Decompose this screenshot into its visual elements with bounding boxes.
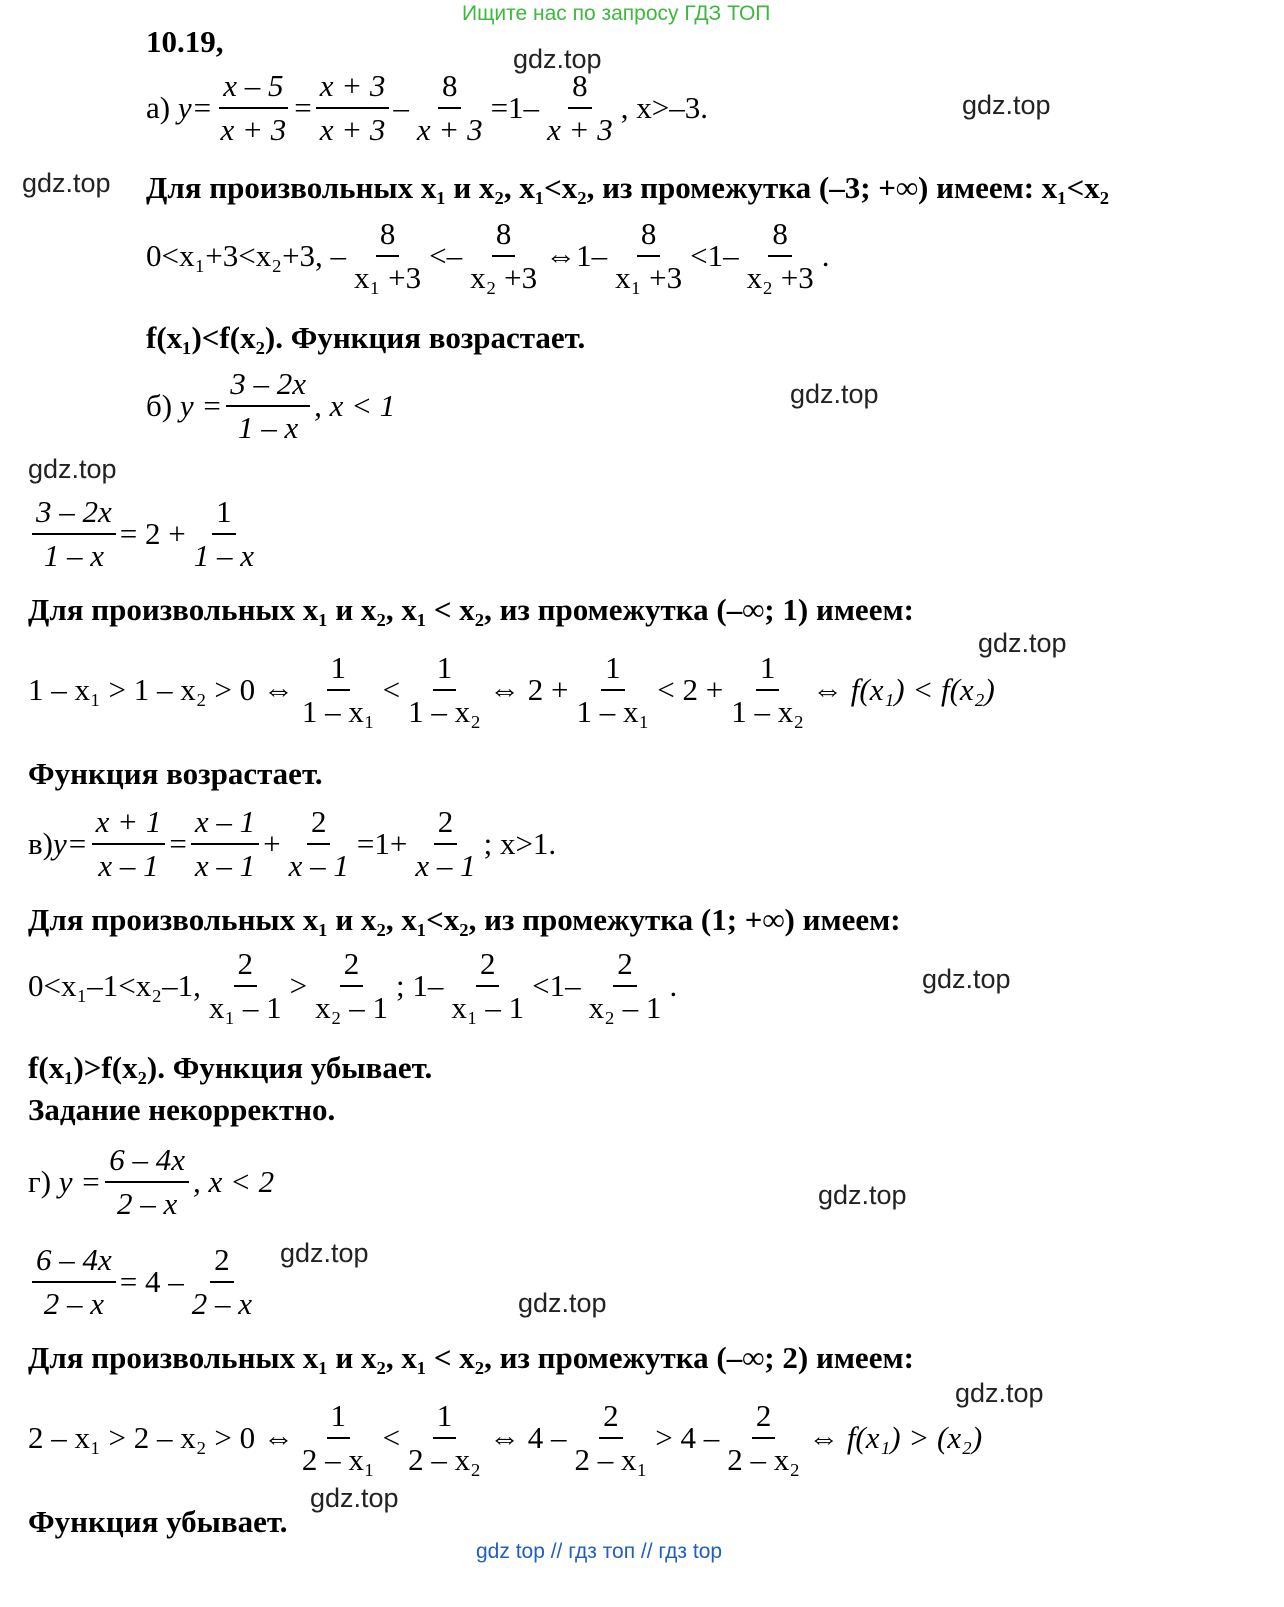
- part-b-equation: б) y = $\frac{3 - 2x}{1 - x}$ , x < 1: [146, 366, 396, 445]
- fraction: $\frac{3 - 2x}{1 - x}$: [226, 366, 310, 445]
- part-g-identity: $\frac{6 - 4x}{2 - x}$ = 4 – $\frac{2}{2 - x}$: [28, 1242, 260, 1321]
- part-v-intro: Для произвольных x₁ и x₂, x₁<x₂, из промежутка (1; +∞) имеем:: [28, 902, 901, 937]
- fraction: $\frac{8}{\text{x₂ +3}}$: [746, 216, 814, 295]
- watermark: gdz.top: [955, 1378, 1044, 1408]
- watermark: gdz.top: [310, 1483, 399, 1513]
- part-b-label: б): [146, 387, 173, 423]
- part-g-label: г): [28, 1163, 52, 1199]
- fraction: $\frac{2}{\text{2 – x₁}}$: [574, 1398, 648, 1477]
- fraction: $\frac{2}{\text{x₂ – 1}}$: [315, 946, 388, 1025]
- fraction: $\frac{6 - 4x}{2 - x}$: [32, 1242, 116, 1321]
- top-banner: Ищите нас по запросу ГДЗ ТОП: [462, 2, 771, 25]
- part-b-chain: 1 – x₁ > 1 – x₂ > 0 ⇔ $\frac{1}{\text{1 – x₁}}$ < $\frac{1}{\text{1 – x₂}}$ ⇔ 2 + $\frac{1}{\text{1 – x₁}}$ < 2 + $\frac{1}{\text{1 – x₂}}$ ⇔ f(x₁) < f(x₂): [28, 650, 995, 729]
- part-g-equation: г) y = $\frac{6 - 4x}{2 - x}$ , x < 2: [28, 1142, 275, 1221]
- part-b-intro: Для произвольных x₁ и x₂, x₁ < x₂, из промежутка (–∞; 1) имеем:: [28, 592, 914, 627]
- fraction: $\frac{6 - 4x}{2 - x}$: [105, 1142, 189, 1221]
- fraction: $\frac{1}{\text{1 – x₂}}$: [731, 650, 805, 729]
- watermark: gdz.top: [922, 964, 1011, 994]
- fraction: $\frac{1}{\text{2 – x₂}}$: [408, 1398, 481, 1477]
- watermark: gdz.top: [790, 379, 879, 409]
- fraction: $\frac{x + 3}{x + 3}$: [316, 68, 390, 147]
- fraction: $\frac{3 - 2x}{1 - x}$: [32, 494, 116, 573]
- fraction: $\frac{1}{1 - x}$: [193, 494, 254, 573]
- fraction: $\frac{2}{\text{2 – x₂}}$: [727, 1398, 801, 1477]
- fraction: $\frac{x - 1}{x - 1}$: [191, 804, 259, 883]
- watermark: gdz.top: [280, 1238, 369, 1268]
- fraction: $\frac{8}{x + 3}$: [547, 68, 613, 147]
- bottom-banner: gdz top // гдз топ // гдз top: [476, 1540, 723, 1563]
- watermark: gdz.top: [818, 1180, 907, 1210]
- part-v-equation: в) y= $\frac{x + 1}{x - 1}$ = $\frac{x - 1}{x - 1}$ + $\frac{2}{x - 1}$ =1+ $\frac{2}{x - 1}$ ; x>1.: [28, 804, 557, 883]
- fraction: $\frac{8}{x + 3}$: [416, 68, 483, 147]
- problem-number: 10.19,: [146, 24, 224, 59]
- part-v-label: в): [28, 825, 53, 861]
- fraction: $\frac{1}{\text{1 – x₁}}$: [576, 650, 650, 729]
- part-v-chain: 0<x₁–1<x₂–1, $\frac{2}{\text{x₁ – 1}}$ > $\frac{2}{\text{x₂ – 1}}$ ; 1– $\frac{2}{\text{x₁ – 1}}$ <1– $\frac{2}{\text{x₂ – 1}}$ .: [28, 946, 678, 1025]
- fraction: $\frac{2}{x - 1}$: [415, 804, 476, 883]
- fraction: $\frac{1}{\text{1 – x₂}}$: [408, 650, 481, 729]
- fraction: $\frac{8}{\text{x₁ +3}}$: [354, 216, 422, 295]
- watermark: gdz.top: [978, 628, 1067, 658]
- part-a-label: а): [146, 89, 171, 125]
- watermark: gdz.top: [962, 90, 1051, 120]
- part-g-chain: 2 – x₁ > 2 – x₂ > 0 ⇔ $\frac{1}{\text{2 – x₁}}$ < $\frac{1}{\text{2 – x₂}}$ ⇔ 4 – $\frac{2}{\text{2 – x₁}}$ > 4 – $\frac{2}{\text{2 – x₂}}$ ⇔ f(x₁) > (x₂): [28, 1398, 983, 1477]
- fraction: $\frac{2}{\text{x₁ – 1}}$: [208, 946, 282, 1025]
- fraction: $\frac{x - 5}{x + 3}$: [220, 68, 287, 147]
- watermark: gdz.top: [518, 1288, 607, 1318]
- part-a-result: f(x₁)<f(x₂). Функция возрастает.: [146, 320, 586, 355]
- fraction: $\frac{8}{\text{x₁ +3}}$: [615, 216, 683, 295]
- part-v-result: f(x₁)>f(x₂). Функция убывает.: [28, 1050, 433, 1085]
- watermark: gdz.top: [28, 454, 117, 484]
- part-b-result: Функция возрастает.: [28, 756, 323, 791]
- fraction: $\frac{2}{2 - x}$: [191, 1242, 253, 1321]
- fraction: $\frac{8}{\text{x₂ +3}}$: [470, 216, 538, 295]
- part-v-note: Задание некорректно.: [28, 1092, 336, 1127]
- watermark: gdz.top: [513, 44, 602, 74]
- part-a-equation: а) y= $\frac{x - 5}{x + 3}$ = $\frac{x + 3}{x + 3}$ – $\frac{8}{x + 3}$ =1– $\frac{8}{x + 3}$ , x>–3.: [146, 68, 708, 147]
- part-g-intro: Для произвольных x₁ и x₂, x₁ < x₂, из промежутка (–∞; 2) имеем:: [28, 1340, 914, 1375]
- part-g-result: Функция убывает.: [28, 1504, 288, 1539]
- fraction: $\frac{1}{\text{1 – x₁}}$: [301, 650, 375, 729]
- watermark: gdz.top: [22, 168, 111, 198]
- fraction: $\frac{2}{x - 1}$: [288, 804, 349, 883]
- part-b-identity: $\frac{3 - 2x}{1 - x}$ = 2 + $\frac{1}{1 - x}$: [28, 494, 262, 573]
- fraction: $\frac{2}{\text{x₂ – 1}}$: [588, 946, 662, 1025]
- part-a-intro: Для произвольных x₁ и x₂, x₁<x₂, из промежутка (–3; +∞) имеем: x₁<x₂: [146, 170, 1110, 205]
- part-a-chain: 0<x₁+3<x₂+3, – $\frac{8}{\text{x₁ +3}}$ <– $\frac{8}{\text{x₂ +3}}$ ⇔1– $\frac{8}{\text{x₁ +3}}$ <1– $\frac{8}{\text{x₂ +3}}$ .: [146, 216, 830, 295]
- fraction: $\frac{1}{\text{2 – x₁}}$: [301, 1398, 375, 1477]
- fraction: $\frac{2}{\text{x₁ – 1}}$: [451, 946, 525, 1025]
- fraction: $\frac{x + 1}{x - 1}$: [92, 804, 166, 883]
